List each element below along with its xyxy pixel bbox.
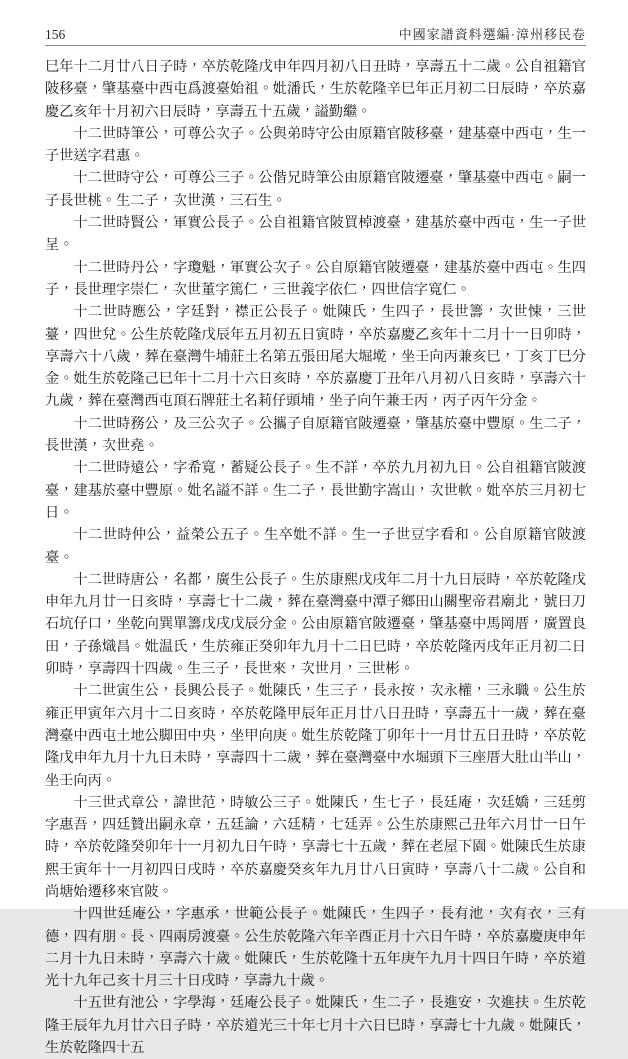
paragraph: 十二世時應公，字廷對，襟正公長子。妣陳氏，生四子，長世籌，次世悚，三世薹，四世兌。公生於乾隆戊辰年五月初五日寅時，卒於嘉慶乙亥年十二月十一日卯時，享壽六十八歲，葬在臺灣牛埔莊土名第五張田尾大堀墘，坐壬向丙兼亥巳，丁亥丁巳分金。妣生於乾隆己巳年十二月十六日亥時，卒於嘉慶丁丑年八月初八日亥時，享壽六十九歲，葬在臺灣西屯頂石牌莊土名莉仔頭埔，坐子向午兼壬丙，丙子丙午分金。: [45, 304, 586, 410]
paragraph: 十四世廷庵公，字惠承，世範公長子。妣陳氏，生四子，長有池，次有衣，三有德，四有朋。長、四兩房渡臺。公生於乾隆六年辛酉正月十六日午時，卒於嘉慶庚申年二月十九日未時，享壽六十歲。妣陳氏，生於乾隆十五年庚午九月十四日午時，卒於道光十九年己亥十月三十日戌時，享壽九十歲。: [45, 906, 586, 990]
paragraph: 十二世時遠公，字希寬，蓄疑公長子。生不詳，卒於九月初九日。公自祖籍官陂渡臺，建基於臺中豐原。妣名謚不詳。生二子，長世勤字嵩山，次世軟。妣卒於三月初七日。: [45, 460, 586, 521]
paragraph: 十三世式章公，諱世范，時敏公三子。妣陳氏，生七子，長廷庵，次廷嬌，三廷剪字惠吾，四廷贊出嗣永章，五廷論，六廷精，七廷弄。公生於康熙己丑年六月廿一日午時，卒於乾隆癸卯年十一月初九日午時，享壽七十五歲，葬在老屋下園。妣陳氏生於康熙壬寅年十一月初四日戌時，卒於嘉慶癸亥年九月廿八日寅時，享壽八十二歲。公自和尚塘始遷移來官陂。: [45, 794, 586, 900]
paragraph: 巳年十二月廿八日子時，卒於乾隆戊申年四月初八日丑時，享壽五十二歲。公自祖籍官陂移臺，肇基臺中西屯爲渡臺始祖。妣潘氏，生於乾隆辛巳年正月初二日辰時，卒於嘉慶乙亥年十月初六日辰時，享壽五十五歲，謚勤繼。: [45, 59, 586, 120]
paragraph: 十五世有池公，字學海，廷庵公長子。妣陳氏，生二子，長進安，次進扶。生於乾隆壬辰年九月廿六日子時，卒於道光三十年七月十六日巳時，享壽七十九歲。妣陳氏，生於乾隆四十五: [45, 995, 586, 1057]
page-number: 156: [45, 27, 66, 42]
paragraph: 十二世時丹公，字瓊魁，軍實公次子。公自原籍官陂遷臺，建基於臺中西屯。生四子，長世理字崇仁，次世董字篤仁，三世義字依仁，四世信字寬仁。: [45, 259, 586, 298]
paragraph: 十二世時筆公，可尊公次子。公與弟時守公由原籍官陂移臺，建基臺中西屯，生一子世送字君惠。: [45, 125, 586, 165]
paragraph: 十二世寅生公，長興公長子。妣陳氏，生三子，長永按，次永權，三永職。公生於雍正甲寅年六月十二日亥時，卒於乾隆甲辰年正月廿八日丑時，享壽五十一歲，葬在臺灣臺中西屯土地公脚田中央，坐甲向庚。妣生於乾隆丁卯年十一月廿五日丑時，卒於乾隆戊申年九月十九日未時，享壽四十二歲，葬在臺灣臺中水堀頭下三座厝大肚山半山，坐壬向丙。: [45, 683, 586, 789]
paragraph: 十二世時唐公，名都，廣生公長子。生於康熙戊戌年二月十九日辰時，卒於乾隆戊申年九月廿一日亥時，享壽七十二歲，葬在臺灣臺中潭子鄉田山關聖帝君廟北，號曰刀石坑仔口，坐乾向巽單籌戊戌戊辰分金。公由原籍官陂遷臺，肇基臺中馬岡厝，廣置良田，子孫熾昌。妣温氏，生於雍正癸卯年九月十二日巳時，卒於乾隆丙戌年正月初二日卯時，享壽四十四歲。生三子，長世來，次世月，三世彬。: [45, 571, 586, 678]
paragraph: 十二世時務公，及三公次子。公攜子自原籍官陂遷臺，肇基於臺中豐原。生二子，長世漢，次世堯。: [45, 415, 586, 455]
page-header: [45, 24, 586, 43]
book-title: 中國家譜資料選編·漳州移民卷: [398, 27, 586, 42]
body-text: [45, 56, 586, 1059]
paragraph: 十二世時仲公，益榮公五子。生卒妣不詳。生一子世豆字看和。公自原籍官陂渡臺。: [45, 527, 586, 566]
paragraph: 十二世時賢公，軍實公長子。公自祖籍官陂買棹渡臺，建基於臺中西屯，生一子世呈。: [45, 215, 586, 254]
header-rule: [45, 45, 586, 46]
paragraph: 十二世時守公，可尊公三子。公偕兄時筆公由原籍官陂遷臺，肇基臺中西屯。嗣一子長世桃。生二子，次世漢，三石生。: [45, 170, 586, 209]
